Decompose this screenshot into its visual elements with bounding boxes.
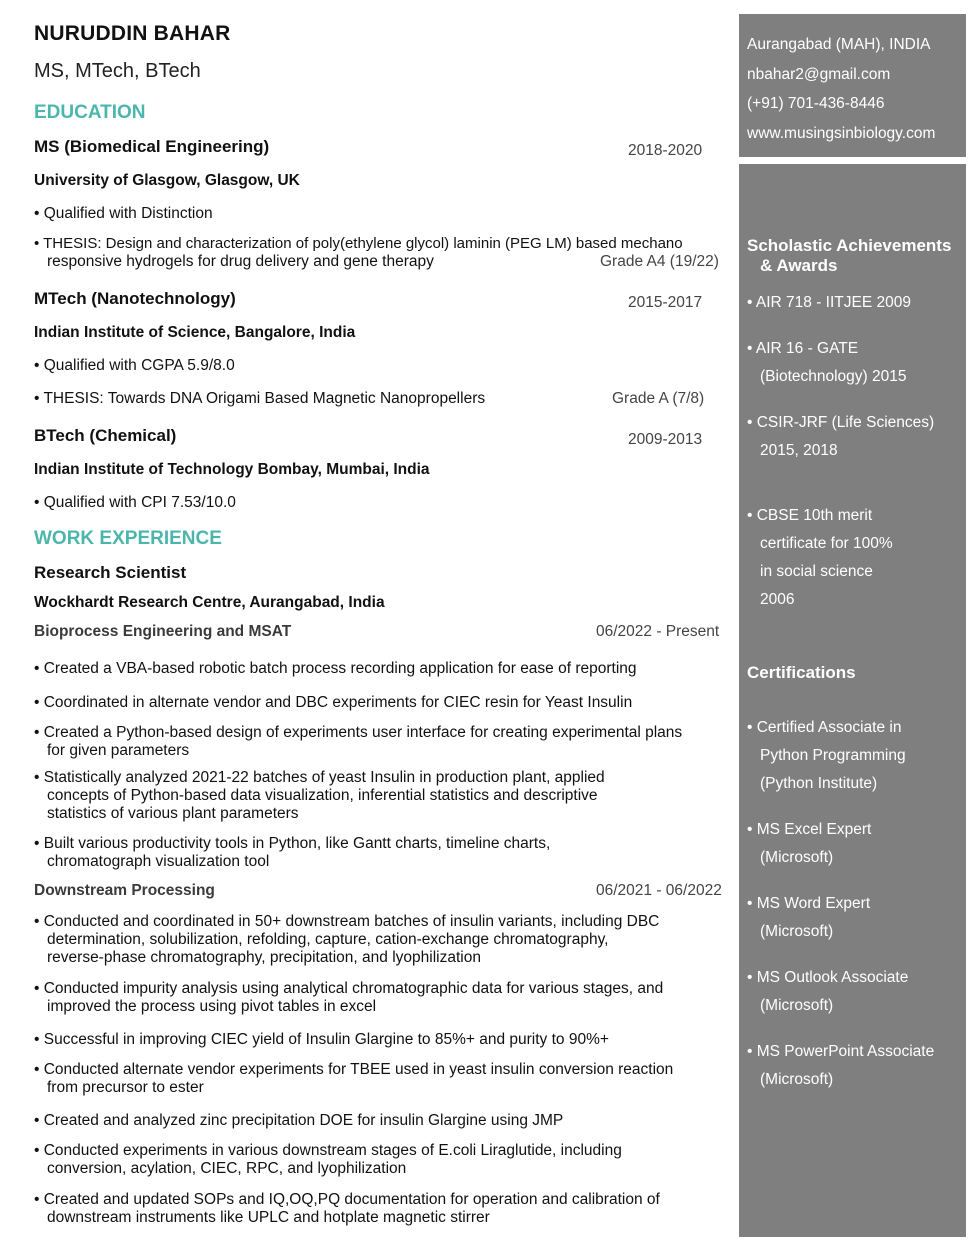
- mtech-thesis: • THESIS: Towards DNA Origami Based Magnetic Nanopropellers: [34, 390, 486, 407]
- ms-bullet-distinction: • Qualified with Distinction: [34, 205, 213, 222]
- cert-word-line-1: • MS Word Expert: [747, 895, 871, 912]
- bioprocess-bullet-3-line-1: • Created a Python-based design of experiments user interface for creating experimental plans: [34, 724, 683, 741]
- cert-excel-line-2: (Microsoft): [760, 849, 834, 866]
- bioprocess-bullet-4-line-3: statistics of various plant parameters: [47, 805, 299, 822]
- cert-powerpoint-line-2: (Microsoft): [760, 1071, 834, 1088]
- award-cbse-line-1: • CBSE 10th merit: [747, 507, 873, 524]
- certifications-heading: Certifications: [747, 663, 856, 682]
- mtech-years: 2015-2017: [628, 294, 703, 311]
- cert-word-line-2: (Microsoft): [760, 923, 834, 940]
- company-name: Wockhardt Research Centre, Aurangabad, India: [34, 594, 385, 611]
- ms-thesis-line-2: responsive hydrogels for drug delivery and gene therapy: [47, 253, 434, 270]
- downstream-bullet-5: • Created and analyzed zinc precipitation DOE for insulin Glargine using JMP: [34, 1112, 564, 1129]
- cert-outlook-line-1: • MS Outlook Associate: [747, 969, 909, 986]
- role-bioprocess-dates: 06/2022 - Present: [596, 623, 720, 640]
- ms-grade: Grade A4 (19/22): [600, 253, 719, 270]
- mtech-bullet-cgpa: • Qualified with CGPA 5.9/8.0: [34, 357, 235, 374]
- contact-website[interactable]: www.musingsinbiology.com: [747, 125, 936, 142]
- downstream-bullet-4-line-2: from precursor to ester: [47, 1079, 204, 1096]
- downstream-bullet-7-line-1: • Created and updated SOPs and IQ,OQ,PQ documentation for operation and calibration of: [34, 1191, 660, 1208]
- btech-degree: BTech (Chemical): [34, 426, 177, 445]
- downstream-bullet-1-line-2: determination, solubilization, refolding, capture, cation-exchange chromatography,: [47, 931, 609, 948]
- downstream-bullet-4-line-1: • Conducted alternate vendor experiments for TBEE used in yeast insulin conversion reaction: [34, 1061, 674, 1078]
- mtech-institution: Indian Institute of Science, Bangalore, India: [34, 324, 356, 341]
- bioprocess-bullet-3-line-2: for given parameters: [47, 742, 190, 759]
- downstream-bullet-2-line-2: improved the process using pivot tables in excel: [47, 998, 377, 1015]
- cert-python-line-2: Python Programming: [760, 747, 906, 764]
- cert-python-line-3: (Python Institute): [760, 775, 878, 792]
- ms-years: 2018-2020: [628, 142, 703, 159]
- award-csir-line-2: 2015, 2018: [760, 442, 838, 459]
- award-gate-line-2: (Biotechnology) 2015: [760, 368, 907, 385]
- degree-summary: MS, MTech, BTech: [34, 60, 201, 82]
- bioprocess-bullet-2: • Coordinated in alternate vendor and DBC experiments for CIEC resin for Yeast Insulin: [34, 694, 633, 711]
- ms-degree: MS (Biomedical Engineering): [34, 137, 270, 156]
- job-title: Research Scientist: [34, 563, 187, 582]
- downstream-bullet-2-line-1: • Conducted impurity analysis using analytical chromatographic data for various stages, and: [34, 980, 664, 997]
- bioprocess-bullet-1: • Created a VBA-based robotic batch process recording application for ease of reporting: [34, 660, 637, 677]
- cert-powerpoint-line-1: • MS PowerPoint Associate: [747, 1043, 935, 1060]
- award-iitjee: • AIR 718 - IITJEE 2009: [747, 294, 911, 311]
- downstream-bullet-1-line-3: reverse-phase chromatography, precipitation, and lyophilization: [47, 949, 481, 966]
- cert-excel-line-1: • MS Excel Expert: [747, 821, 872, 838]
- person-name: NURUDDIN BAHAR: [34, 22, 231, 45]
- role-bioprocess-title: Bioprocess Engineering and MSAT: [34, 623, 292, 640]
- award-csir-line-1: • CSIR-JRF (Life Sciences): [747, 414, 935, 431]
- downstream-bullet-1-line-1: • Conducted and coordinated in 50+ downstream batches of insulin variants, including DBC: [34, 913, 660, 930]
- ms-thesis-line-1: • THESIS: Design and characterization of poly(ethylene glycol) laminin (PEG LM) based mechano: [34, 235, 683, 252]
- ms-institution: University of Glasgow, Glasgow, UK: [34, 172, 300, 189]
- role-downstream-title: Downstream Processing: [34, 882, 215, 899]
- bioprocess-bullet-4-line-1: • Statistically analyzed 2021-22 batches of yeast Insulin in production plant, applied: [34, 769, 605, 786]
- work-experience-heading: WORK EXPERIENCE: [34, 528, 222, 549]
- awards-heading-line-1: Scholastic Achievements: [747, 236, 952, 255]
- award-cbse-line-2: certificate for 100%: [760, 535, 893, 552]
- mtech-grade: Grade A (7/8): [612, 390, 705, 407]
- role-downstream-dates: 06/2021 - 06/2022: [596, 882, 722, 899]
- cert-outlook-line-2: (Microsoft): [760, 997, 834, 1014]
- downstream-bullet-7-line-2: downstream instruments like UPLC and hotplate magnetic stirrer: [47, 1209, 490, 1226]
- contact-phone: (+91) 701-436-8446: [747, 95, 885, 112]
- downstream-bullet-6-line-1: • Conducted experiments in various downstream stages of E.coli Liraglutide, including: [34, 1142, 622, 1159]
- awards-heading-line-2: & Awards: [760, 256, 838, 275]
- award-cbse-line-3: in social science: [760, 563, 873, 580]
- award-gate-line-1: • AIR 16 - GATE: [747, 340, 859, 357]
- contact-email[interactable]: nbahar2@gmail.com: [747, 66, 891, 83]
- cert-python-line-1: • Certified Associate in: [747, 719, 902, 736]
- education-heading: EDUCATION: [34, 102, 146, 123]
- btech-years: 2009-2013: [628, 431, 703, 448]
- award-cbse-line-4: 2006: [760, 591, 795, 608]
- downstream-bullet-3: • Successful in improving CIEC yield of Insulin Glargine to 85%+ and purity to 90%+: [34, 1031, 609, 1048]
- bioprocess-bullet-5-line-1: • Built various productivity tools in Python, like Gantt charts, timeline charts,: [34, 835, 551, 852]
- btech-bullet-cpi: • Qualified with CPI 7.53/10.0: [34, 494, 236, 511]
- bioprocess-bullet-4-line-2: concepts of Python-based data visualization, inferential statistics and descriptive: [47, 787, 598, 804]
- bioprocess-bullet-5-line-2: chromatograph visualization tool: [47, 853, 270, 870]
- contact-location: Aurangabad (MAH), INDIA: [747, 36, 931, 53]
- mtech-degree: MTech (Nanotechnology): [34, 289, 236, 308]
- downstream-bullet-6-line-2: conversion, acylation, CIEC, RPC, and lyophilization: [47, 1160, 407, 1177]
- btech-institution: Indian Institute of Technology Bombay, Mumbai, India: [34, 461, 430, 478]
